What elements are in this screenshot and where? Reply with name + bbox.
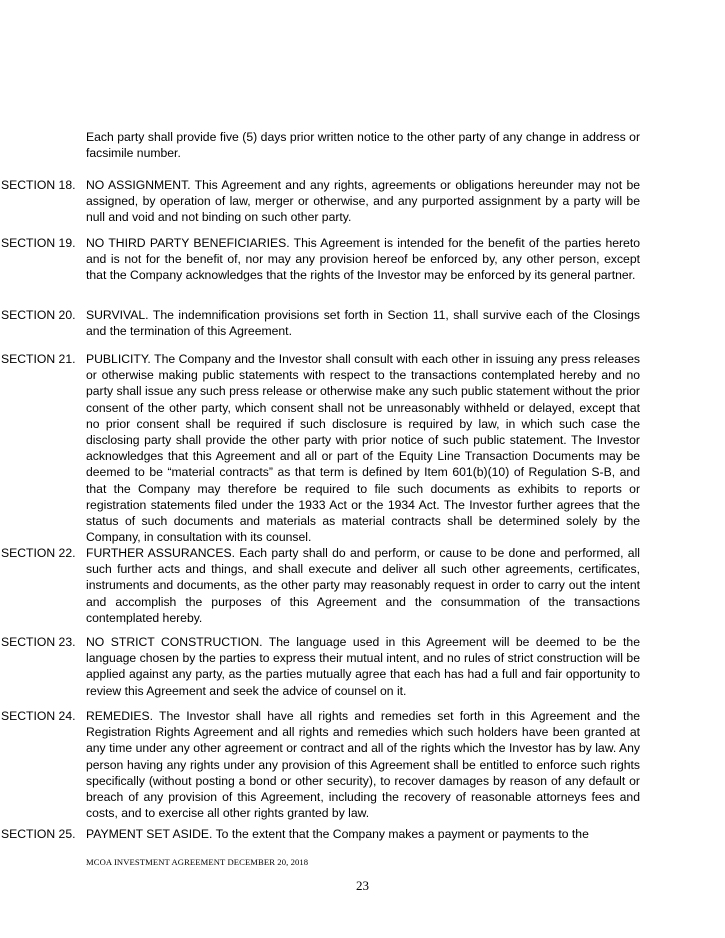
section-24 bbox=[0, 708, 640, 821]
section-text: NO STRICT CONSTRUCTION. The language used in this Agreement will be deemed to be the language chosen by the parties to express their mutual intent, and no rules of strict construction will be applied against any party, as the parties mutually agree that each has had a full and fair opportunity to review this Agreement and seek the advice of counsel on it. bbox=[86, 635, 640, 698]
section-text: NO ASSIGNMENT. This Agreement and any rights, agreements or obligations hereunder may not be assigned, by operation of law, merger or otherwise, and any purported assignment by a party will be null and void and not binding on such other party. bbox=[86, 178, 640, 225]
page-number: 23 bbox=[356, 878, 369, 893]
section-25 bbox=[0, 826, 640, 842]
section-number: SECTION 20. bbox=[1, 308, 76, 322]
section-19 bbox=[0, 235, 640, 284]
section-text: PUBLICITY. The Company and the Investor shall consult with each other in issuing any press releases or otherwise making public statements with respect to the transactions contemplated hereby and no party shall issue any such press release or otherwise make any such public statement without the prior consent of the other party, which consent shall not be unreasonably withheld or delayed, except that no prior consent shall be required if such disclosure is required by law, in which such case the disclosing party shall provide the other party with prior notice of such public statement. The Investor acknowledges that this Agreement and all or part of the Equity Line Transaction Documents may be deemed to be “material contracts” as that term is defined by Item 601(b)(10) of Regulation S-B, and that the Company may therefore be required to file such documents as exhibits to reports or registration statements filed under the 1933 Act or the 1934 Act. The Investor further agrees that the status of such documents and materials as material contracts shall be determined solely by the Company, in consultation with its counsel. bbox=[86, 352, 640, 545]
section-23 bbox=[0, 634, 640, 699]
footer-document-title: MCOA INVESTMENT AGREEMENT DECEMBER 20, 2018 bbox=[86, 857, 309, 867]
section-20 bbox=[0, 307, 640, 339]
section-number: SECTION 19. bbox=[1, 236, 76, 250]
intro-paragraph: Each party shall provide five (5) days prior written notice to the other party of any change in address or facsimile number. bbox=[86, 130, 640, 161]
section-number: SECTION 18. bbox=[1, 178, 76, 192]
section-text: NO THIRD PARTY BENEFICIARIES. This Agreement is intended for the benefit of the parties hereto and is not for the benefit of, nor may any provision hereof be enforced by, any other person, except that the Company acknowledges that the rights of the Investor may be enforced by its general partner. bbox=[86, 236, 640, 283]
section-number: SECTION 23. bbox=[1, 635, 76, 649]
section-number: SECTION 25. bbox=[1, 827, 76, 841]
section-21 bbox=[0, 351, 640, 545]
section-number: SECTION 24. bbox=[1, 709, 76, 723]
section-text: FURTHER ASSURANCES. Each party shall do and perform, or cause to be done and performed, all such further acts and things, and shall execute and deliver all such other agreements, certificates, instruments and documents, as the other party may reasonably request in order to carry out the intent and accomplish the purposes of this Agreement and the consummation of the transactions contemplated hereby. bbox=[86, 546, 640, 625]
section-number: SECTION 22. bbox=[1, 546, 76, 560]
section-text: PAYMENT SET ASIDE. To the extent that the Company makes a payment or payments to the bbox=[86, 827, 589, 841]
section-18 bbox=[0, 177, 640, 226]
section-22 bbox=[0, 545, 640, 626]
section-text: REMEDIES. The Investor shall have all rights and remedies set forth in this Agreement and the Registration Rights Agreement and all rights and remedies which such holders have been granted at any time under any other agreement or contract and all of the rights which the Investor has by law. Any person having any rights under any provision of this Agreement shall be entitled to enforce such rights specifically (without posting a bond or other security), to recover damages by reason of any default or breach of any provision of this Agreement, including the recovery of reasonable attorneys fees and costs, and to exercise all other rights granted by law. bbox=[86, 709, 640, 821]
section-number: SECTION 21. bbox=[1, 352, 76, 366]
section-text: SURVIVAL. The indemnification provisions set forth in Section 11, shall survive each of the Closings and the termination of this Agreement. bbox=[86, 308, 640, 339]
